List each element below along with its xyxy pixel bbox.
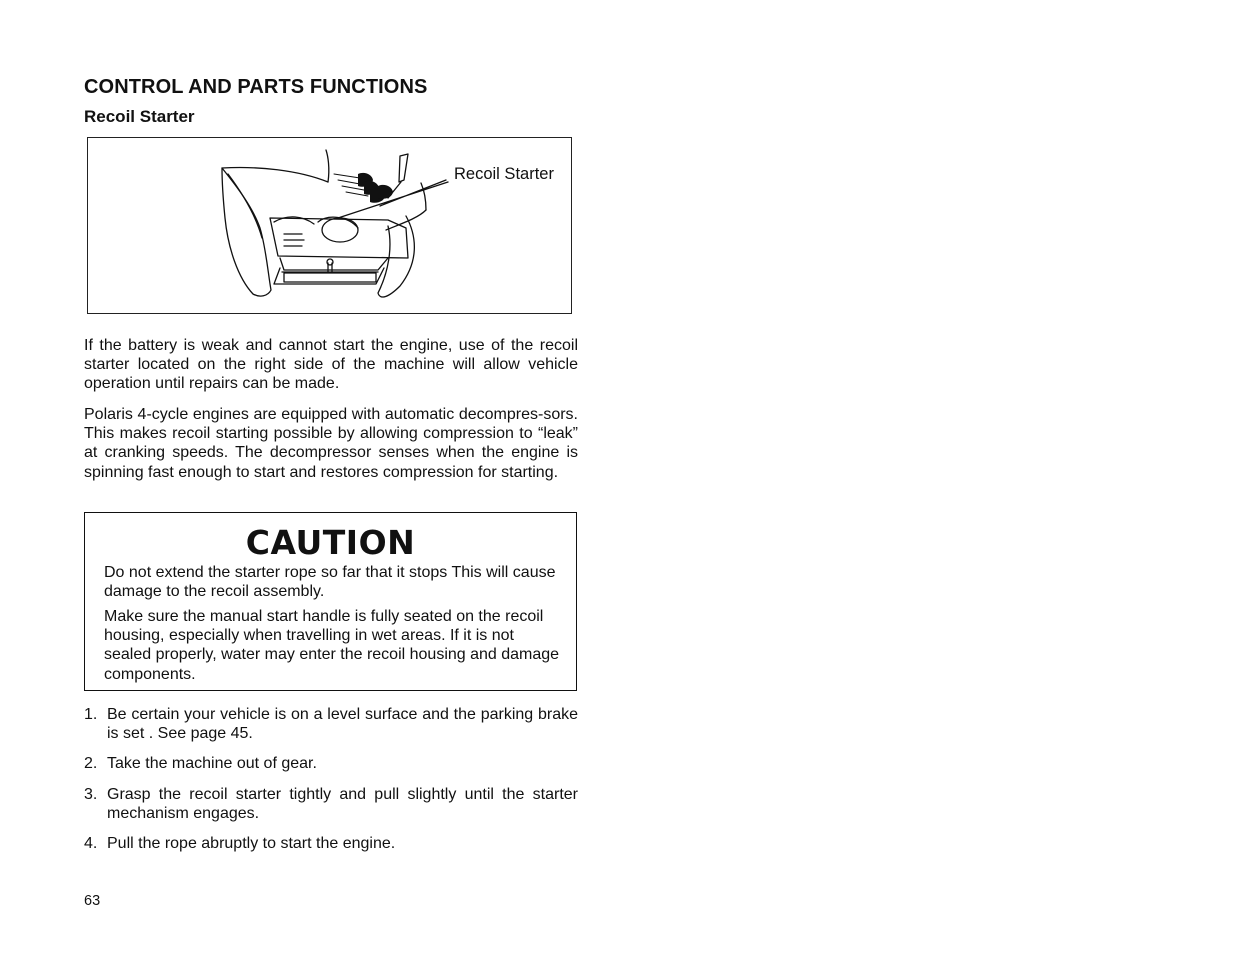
page-number: 63: [84, 893, 101, 909]
step-number: 1.: [84, 706, 98, 723]
step-item: [84, 754, 578, 773]
step-text: Pull the rope abruptly to start the engine.: [107, 835, 396, 853]
recoil-starter-callout: Recoil Starter: [454, 165, 554, 183]
step-number: 2.: [84, 755, 98, 773]
sub-title: Recoil Starter: [84, 107, 195, 126]
instruction-steps: [84, 705, 578, 864]
caution-item: Do not extend the starter rope so far that it stops This will cause damage to the recoil assembly.: [104, 564, 556, 601]
paragraph-battery-weak: If the battery is weak and cannot start the engine, use of the recoil starter located on the right side of the machine will allow vehicle operation until repairs can be made.: [84, 337, 578, 393]
paragraph-decompressors: Polaris 4-cycle engines are equipped with automatic decompres-sors. This makes recoil starting possible by allowing compression to “leak” at cranking speeds. The decompressor senses when the engine is spinning fast enough to start and restores compression for starting.: [84, 406, 578, 481]
section-title: CONTROL AND PARTS FUNCTIONS: [84, 76, 428, 98]
step-text: Be certain your vehicle is on a level surface and the parking brake is set . See page 45.: [107, 706, 578, 743]
step-number: 4.: [84, 835, 98, 853]
step-item: [84, 834, 578, 853]
step-text: Take the machine out of gear.: [107, 755, 317, 773]
caution-title: CAUTION: [245, 523, 416, 562]
step-item: [84, 785, 578, 823]
caution-box: [84, 512, 577, 691]
step-item: [84, 705, 578, 743]
step-text: Grasp the recoil starter tightly and pull slightly until the starter mechanism engages.: [107, 785, 578, 822]
step-number: 3.: [84, 785, 98, 803]
caution-item: Make sure the manual start handle is fully seated on the recoil housing, especially when travelling in wet areas. If it is not sealed properly, water may enter the recoil housing and damage components.: [104, 608, 560, 683]
recoil-starter-figure: [87, 137, 572, 314]
